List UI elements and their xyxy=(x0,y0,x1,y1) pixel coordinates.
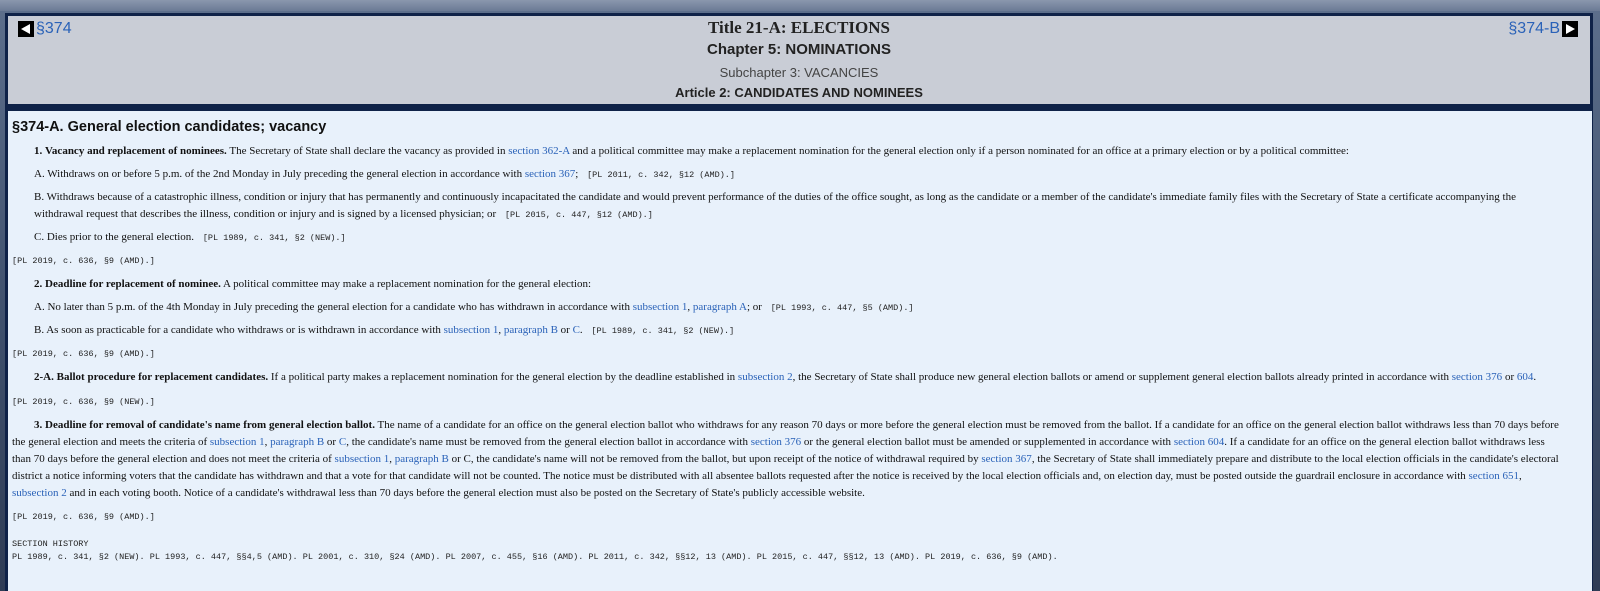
text: B. Withdraws because of a catastrophic illness, condition or injury that has permanently and continuously incapacitated the candidate and would prevent performance of the duties of the office sought, as long as the candidate or a member of the candidate's immediate family files with the Secretary of State a certificate accompanying the withdrawal request that describes the illness, condition or injury and is signed by a licensed physician; or xyxy=(34,191,1516,220)
link-section-367[interactable]: section 367 xyxy=(524,168,576,180)
title-heading: Title 21-A: ELECTIONS xyxy=(708,18,890,37)
text: The name of a candidate for an office on the general election ballot who withdraws for any reason 70 days or more before the general election must be removed from the ballot. If a candidate for an office on the general election ballot withdraws less than 70 days before the general election and meets the criteria of xyxy=(12,419,1559,448)
link-subsection-1[interactable]: subsection 1 xyxy=(334,453,390,465)
pl-citation: [PL 2015, c. 447, §12 (AMD).] xyxy=(504,210,653,220)
link-section-604[interactable]: section 604 xyxy=(1173,436,1225,448)
link-subsection-2[interactable]: subsection 2 xyxy=(12,487,67,499)
text: or C, the candidate's name will not be removed from the ballot, but upon receipt of the notice of withdrawal required by xyxy=(451,453,979,465)
article-heading: Article 2: CANDIDATES AND NOMINEES xyxy=(675,85,923,100)
subsection-number: 2. xyxy=(34,278,43,290)
subsection-heading: Ballot procedure for replacement candidates. xyxy=(56,371,269,383)
text: , xyxy=(389,453,392,465)
subsection-1-history: [PL 2019, c. 636, §9 (AMD).] xyxy=(12,256,155,266)
subsection-1 xyxy=(34,143,1562,160)
link-section-651[interactable]: section 651 xyxy=(1468,470,1519,482)
text: , the candidate's name must be removed from the general election ballot in accordance with xyxy=(346,436,748,448)
link-section-367[interactable]: section 367 xyxy=(981,453,1032,465)
section-title: §374-A. General election candidates; vacancy xyxy=(12,119,327,135)
next-section-link[interactable]: §374-B xyxy=(1508,20,1560,37)
link-section-362-a[interactable]: section 362-A xyxy=(508,145,570,157)
pl-citation: [PL 1989, c. 341, §2 (NEW).] xyxy=(202,233,346,243)
text: C. Dies prior to the general election. xyxy=(34,231,195,243)
subsection-2 xyxy=(34,276,1562,293)
subsection-3 xyxy=(12,417,1562,502)
subsection-2-history: [PL 2019, c. 636, §9 (AMD).] xyxy=(12,349,155,359)
paragraph-1a xyxy=(34,166,1562,184)
text: or xyxy=(1504,371,1515,383)
browser-top-strip xyxy=(0,0,1600,11)
subsection-heading: Deadline for removal of candidate's name from general election ballot. xyxy=(45,419,375,431)
subsection-number: 2-A. xyxy=(34,371,54,383)
link-subsection-1[interactable]: subsection 1 xyxy=(209,436,265,448)
text: , the Secretary of State shall immediately prepare and distribute to the local election officials in the candidate's electoral district a notice informing voters that the candidate has withdrawn and that a vote for that candidate will not be counted. The notice must be distributed with all absentee ballots requested after the notice is received by the local election officials and, on election day, must be posted outside the guardrail enclosure in accordance with xyxy=(12,453,1559,482)
text: . xyxy=(579,324,583,336)
subsection-number: 1. xyxy=(34,145,43,157)
link-subsection-1[interactable]: subsection 1 xyxy=(632,301,688,313)
chapter-heading: Chapter 5: NOMINATIONS xyxy=(707,41,891,58)
text: , xyxy=(1518,470,1522,482)
text: or xyxy=(560,324,570,336)
text: The Secretary of State shall declare the vacancy as provided in xyxy=(229,145,506,157)
subsection-heading: Deadline for replacement of nominee. xyxy=(45,278,221,290)
subsection-number: 3. xyxy=(34,419,43,431)
text: A. Withdraws on or before 5 p.m. of the 2nd Monday in July preceding the general election in accordance with xyxy=(34,168,523,180)
text: , xyxy=(687,301,691,313)
link-subsection-2[interactable]: subsection 2 xyxy=(737,371,793,383)
subsection-heading: Vacancy and replacement of nominees. xyxy=(45,145,227,157)
link-paragraph-b[interactable]: paragraph B xyxy=(503,324,558,336)
link-paragraph-a[interactable]: paragraph A xyxy=(692,301,747,313)
link-paragraph-b[interactable]: paragraph B xyxy=(394,453,449,465)
section-history-label: SECTION HISTORY xyxy=(12,539,89,549)
pl-citation: [PL 1993, c. 447, §5 (AMD).] xyxy=(770,303,914,313)
link-paragraph-c[interactable]: C xyxy=(572,324,580,336)
text: or the general election ballot must be amended or supplemented in accordance with xyxy=(803,436,1172,448)
paragraph-2a xyxy=(34,299,1562,317)
text: A political committee may make a replacement nomination for the general election: xyxy=(223,278,592,290)
paragraph-1c xyxy=(34,229,1562,247)
subsection-2a xyxy=(34,369,1562,386)
text: and a political committee may make a replacement nomination for the general election only if a person nominated for an office at a primary election or by a political committee: xyxy=(572,145,1349,157)
text: B. As soon as practicable for a candidate who withdraws or is withdrawn in accordance with xyxy=(34,324,441,336)
subchapter-heading: Subchapter 3: VACANCIES xyxy=(719,65,879,80)
next-section-nav[interactable] xyxy=(1506,20,1578,38)
subsection-2a-history: [PL 2019, c. 636, §9 (NEW).] xyxy=(12,397,155,407)
link-paragraph-c[interactable]: C xyxy=(338,436,347,448)
text: If a political party makes a replacement nomination for the general election by the deadline established in xyxy=(270,371,736,383)
text: , xyxy=(498,324,502,336)
title-header xyxy=(8,16,1590,104)
paragraph-2b xyxy=(34,322,1562,340)
link-section-376[interactable]: section 376 xyxy=(750,436,802,448)
text: , xyxy=(264,436,268,448)
text: or xyxy=(326,436,337,448)
prev-section-link[interactable]: §374 xyxy=(36,20,72,37)
text: A. No later than 5 p.m. of the 4th Monday in July preceding the general election for a candidate who has withdrawn in accordance with xyxy=(34,301,630,313)
link-subsection-1[interactable]: subsection 1 xyxy=(443,324,499,336)
section-content xyxy=(8,111,1592,591)
pl-citation: [PL 2011, c. 342, §12 (AMD).] xyxy=(587,170,736,180)
section-history-text: PL 1989, c. 341, §2 (NEW). PL 1993, c. 447, §§4,5 (AMD). PL 2001, c. 310, §24 (AMD). PL 2007, c. 455, §16 (AMD). PL 2011, c. 342, §§12, 13 (AMD). PL 2015, c. 447, §§12, 13 (AMD). PL 2019, c. 636, §9 (AMD). xyxy=(12,552,1058,562)
link-paragraph-b[interactable]: paragraph B xyxy=(270,436,325,448)
paragraph-1b xyxy=(34,189,1562,224)
text: and in each voting booth. Notice of a candidate's withdrawal less than 70 days before the general election must also be posted on the Secretary of State's publicly accessible website. xyxy=(69,487,865,499)
text: , the Secretary of State shall produce new general election ballots or amend or supplement general election ballots already printed in accordance with xyxy=(792,371,1450,383)
pl-citation: [PL 1989, c. 341, §2 (NEW).] xyxy=(591,326,735,336)
subsection-3-history: [PL 2019, c. 636, §9 (AMD).] xyxy=(12,512,155,522)
link-section-376[interactable]: section 376 xyxy=(1451,371,1503,383)
text: ; or xyxy=(746,301,762,313)
text: . If a candidate for an office on the general election ballot withdraws less than 70 days before the general election and does not meet the criteria of xyxy=(12,436,1545,465)
arrow-right-icon[interactable] xyxy=(1562,21,1578,37)
text: ; xyxy=(575,168,579,180)
text: . xyxy=(1533,371,1537,383)
link-section-604[interactable]: 604 xyxy=(1516,371,1534,383)
